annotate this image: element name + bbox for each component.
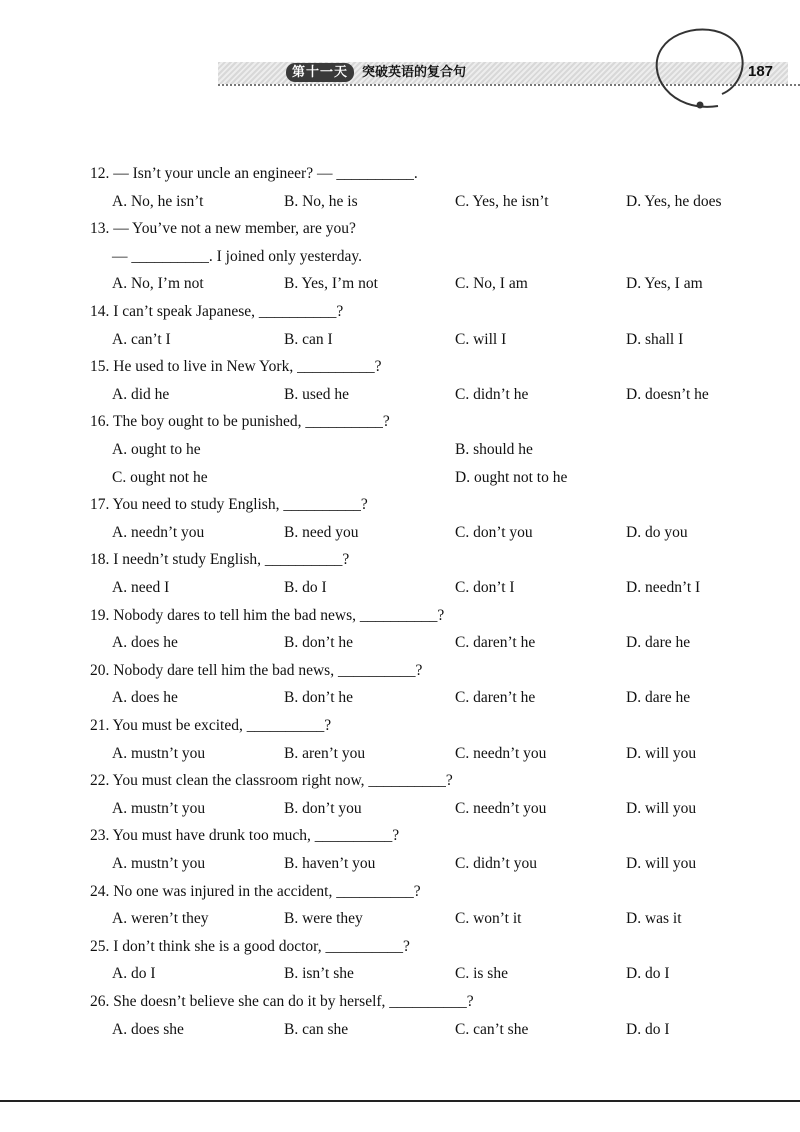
day-badge: 第十一天 xyxy=(286,63,354,82)
options-row xyxy=(0,797,800,821)
option: C. didn’t he xyxy=(455,385,529,403)
option: D. do you xyxy=(626,523,688,541)
question-stem: 26. She doesn’t believe she can do it by herself, __________? xyxy=(90,993,474,1010)
question-stem-row xyxy=(0,493,800,517)
option: A. can’t I xyxy=(112,330,171,348)
option: C. don’t you xyxy=(455,523,533,541)
option: B. Yes, I’m not xyxy=(284,275,378,293)
options-row xyxy=(0,438,800,462)
question-stem: 18. I needn’t study English, __________? xyxy=(90,551,350,569)
question-stem-row xyxy=(0,824,800,848)
option: B. can she xyxy=(284,1020,349,1038)
page-number: 187 xyxy=(748,63,774,80)
option: B. don’t you xyxy=(284,799,362,817)
option: C. is she xyxy=(455,965,508,983)
option: B. haven’t you xyxy=(284,855,376,872)
option: B. should he xyxy=(455,441,533,458)
options-row xyxy=(0,1018,800,1042)
question-stem-row xyxy=(0,935,800,959)
option: A. did he xyxy=(112,385,170,403)
option: D. shall I xyxy=(626,330,684,348)
question-stem: 12. — Isn’t your uncle an engineer? — __________. xyxy=(90,165,418,182)
question-stem: 23. You must have drunk too much, __________? xyxy=(90,827,400,845)
option: C. No, I am xyxy=(455,275,528,293)
option: A. mustn’t you xyxy=(112,855,206,872)
option: C. daren’t he xyxy=(455,689,536,707)
option: C. Yes, he isn’t xyxy=(455,192,549,210)
question-stem-row xyxy=(0,714,800,738)
option: A. does he xyxy=(112,689,178,707)
question-continuation: — __________. I joined only yesterday. xyxy=(112,247,362,265)
option: A. mustn’t you xyxy=(112,799,206,817)
option: A. weren’t they xyxy=(112,910,209,928)
option: B. can I xyxy=(284,330,333,348)
option: C. didn’t you xyxy=(455,855,537,872)
option: A. No, I’m not xyxy=(112,275,204,293)
option: A. No, he isn’t xyxy=(112,192,204,210)
question-stem-row xyxy=(0,990,800,1014)
question-stem-row xyxy=(0,217,800,241)
options-row xyxy=(0,686,800,710)
option: A. needn’t you xyxy=(112,523,205,541)
option: D. Yes, he does xyxy=(626,192,722,210)
option: C. won’t it xyxy=(455,910,522,928)
option: B. isn’t she xyxy=(284,965,354,983)
option: B. do I xyxy=(284,579,327,596)
question-stem-row xyxy=(0,410,800,434)
option: D. was it xyxy=(626,910,682,928)
option: A. do I xyxy=(112,965,156,983)
question-stem: 16. The boy ought to be punished, __________? xyxy=(90,413,390,431)
option: B. were they xyxy=(284,910,363,928)
question-stem-row xyxy=(0,162,800,186)
options-row xyxy=(0,190,800,214)
question-continuation-row xyxy=(0,245,800,269)
options-row xyxy=(0,576,800,600)
option: B. don’t he xyxy=(284,689,354,707)
question-stem-row xyxy=(0,769,800,793)
question-stem: 22. You must clean the classroom right now, __________? xyxy=(90,772,453,790)
question-stem-row xyxy=(0,659,800,683)
option: C. needn’t you xyxy=(455,799,547,817)
option: B. need you xyxy=(284,523,359,541)
option: B. No, he is xyxy=(284,192,358,210)
option: D. will you xyxy=(626,799,697,817)
option: C. will I xyxy=(455,330,507,348)
question-stem: 17. You need to study English, __________? xyxy=(90,496,368,514)
option: D. will you xyxy=(626,744,697,762)
option: D. Yes, I am xyxy=(626,275,703,293)
option: B. don’t he xyxy=(284,634,354,652)
option: C. can’t she xyxy=(455,1020,529,1038)
option: A. does she xyxy=(112,1020,184,1038)
question-stem-row xyxy=(0,300,800,324)
option: A. need I xyxy=(112,579,170,596)
option: C. don’t I xyxy=(455,579,515,596)
option: D. dare he xyxy=(626,689,691,707)
question-stem: 14. I can’t speak Japanese, __________? xyxy=(90,303,344,320)
question-stem-row xyxy=(0,880,800,904)
question-stem: 13. — You’ve not a new member, are you? xyxy=(90,220,356,238)
option: C. needn’t you xyxy=(455,744,547,762)
options-row xyxy=(0,466,800,490)
option: D. ought not to he xyxy=(455,468,568,486)
option: D. doesn’t he xyxy=(626,385,709,403)
option: A. mustn’t you xyxy=(112,744,206,762)
question-stem-row xyxy=(0,355,800,379)
question-stem-row xyxy=(0,604,800,628)
option: D. will you xyxy=(626,855,697,872)
option: D. do I xyxy=(626,965,670,983)
question-stem: 19. Nobody dares to tell him the bad news, __________? xyxy=(90,606,445,624)
option: C. daren’t he xyxy=(455,634,536,652)
option: B. aren’t you xyxy=(284,744,366,762)
question-stem: 20. Nobody dare tell him the bad news, __________? xyxy=(90,661,423,679)
options-row xyxy=(0,962,800,986)
options-row xyxy=(0,742,800,766)
option: D. needn’t I xyxy=(626,579,701,596)
chapter-title: 突破英语的复合句 xyxy=(362,65,467,80)
question-stem: 21. You must be excited, __________? xyxy=(90,717,332,734)
options-row xyxy=(0,907,800,931)
bottom-rule xyxy=(0,1100,800,1102)
option: D. dare he xyxy=(626,634,691,652)
options-row xyxy=(0,852,800,876)
options-row xyxy=(0,521,800,545)
option: C. ought not he xyxy=(112,468,208,486)
options-row xyxy=(0,328,800,352)
option: A. ought to he xyxy=(112,441,201,458)
option: D. do I xyxy=(626,1020,670,1038)
options-row xyxy=(0,272,800,296)
question-stem: 24. No one was injured in the accident, __________? xyxy=(90,882,421,900)
option: B. used he xyxy=(284,385,350,403)
option: A. does he xyxy=(112,634,178,652)
options-row xyxy=(0,383,800,407)
options-row xyxy=(0,631,800,655)
question-stem: 15. He used to live in New York, __________? xyxy=(90,358,382,376)
question-stem-row xyxy=(0,548,800,572)
question-stem: 25. I don’t think she is a good doctor, __________? xyxy=(90,937,410,955)
